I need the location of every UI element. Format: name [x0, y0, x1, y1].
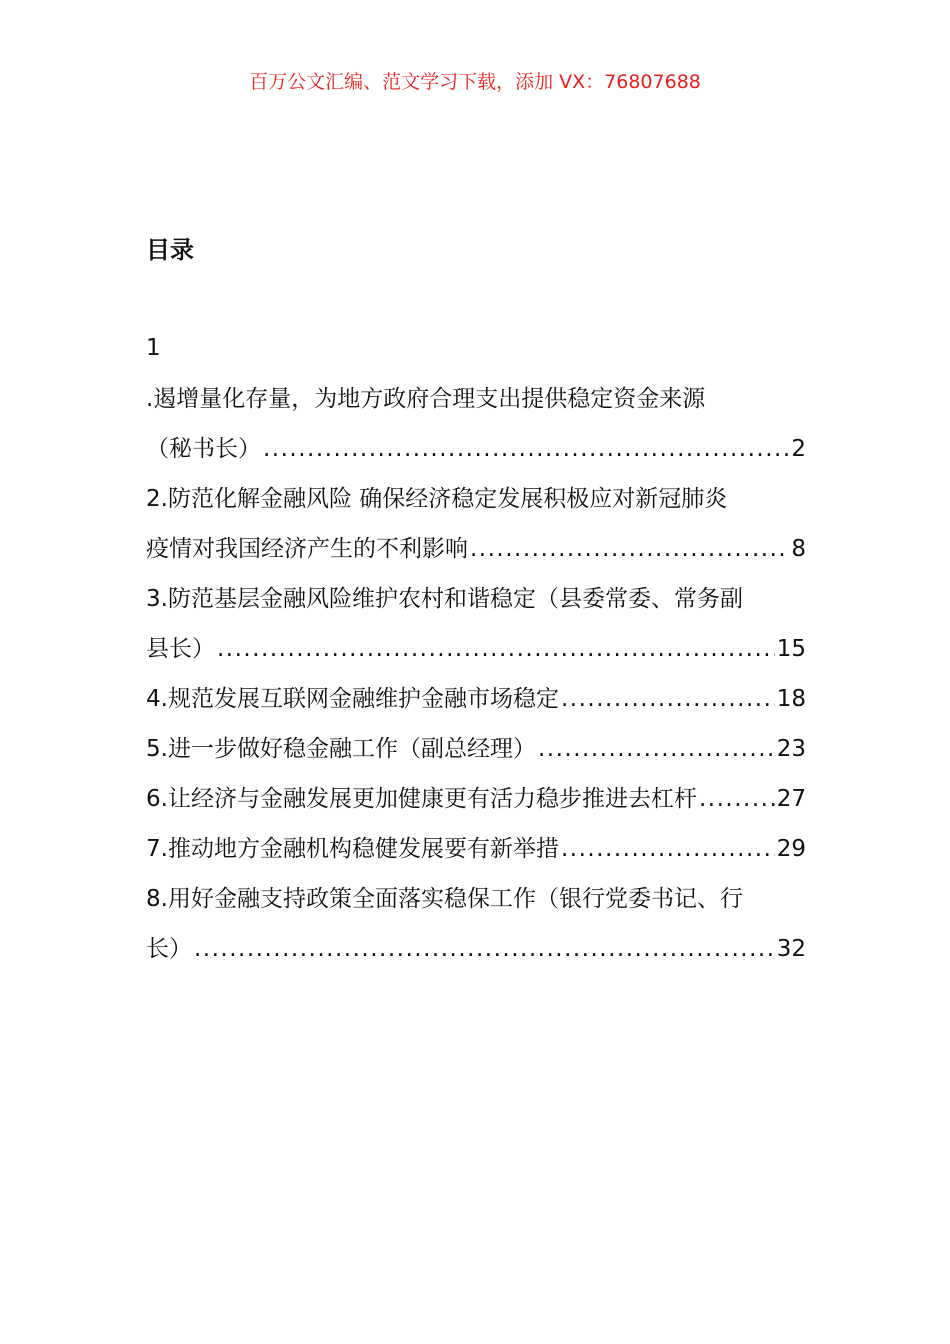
toc-entry-8[interactable]	[146, 931, 806, 967]
toc-page-number: 32	[776, 936, 806, 962]
dot-leader	[470, 531, 789, 567]
dot-leader	[561, 831, 775, 867]
dot-leader	[699, 781, 775, 817]
toc-page-number: 8	[791, 536, 806, 562]
toc-entry-7[interactable]	[146, 831, 806, 867]
toc-entry-1[interactable]	[146, 431, 806, 467]
toc-entry-1-line-2: .遏增量化存量，为地方政府合理支出提供稳定资金来源	[146, 386, 706, 412]
toc-entry-8-line-1: 8.用好金融支持政策全面落实稳保工作（银行党委书记、行	[146, 886, 743, 912]
toc-entry-text: 疫情对我国经济产生的不利影响	[146, 536, 468, 562]
toc-entry-5[interactable]	[146, 731, 806, 767]
toc-entry-3-line-1: 3.防范基层金融风险维护农村和谐稳定（县委常委、常务副	[146, 586, 743, 612]
toc-page-number: 27	[776, 786, 806, 812]
toc-entry-text: 7.推动地方金融机构稳健发展要有新举措	[146, 836, 559, 862]
toc-entry-1-line-1: 1	[146, 335, 161, 361]
toc-entry-2-line-1: 2.防范化解金融风险 确保经济稳定发展积极应对新冠肺炎	[146, 486, 728, 512]
toc-page-number: 18	[776, 686, 806, 712]
toc-entry-4[interactable]	[146, 681, 806, 717]
toc-entry-3[interactable]	[146, 631, 806, 667]
dot-leader	[263, 431, 789, 467]
toc-page-number: 15	[776, 636, 806, 662]
toc-entry-text: （秘书长）	[146, 436, 261, 462]
toc-entry-2[interactable]	[146, 531, 806, 567]
dot-leader	[561, 681, 775, 717]
toc-entry-text: 县长）	[146, 636, 215, 662]
toc-entry-6[interactable]	[146, 781, 806, 817]
toc-entry-text: 4.规范发展互联网金融维护金融市场稳定	[146, 686, 559, 712]
toc-page-number: 29	[776, 836, 806, 862]
dot-leader	[217, 631, 775, 667]
watermark-header: 百万公文汇编、范文学习下载，添加 VX：76807688	[249, 71, 701, 93]
toc-title: 目录	[146, 236, 194, 264]
toc-page-number: 2	[791, 436, 806, 462]
toc-entry-text: 5.进一步做好稳金融工作（副总经理）	[146, 736, 536, 762]
dot-leader	[538, 731, 775, 767]
toc-entry-text: 6.让经济与金融发展更加健康更有活力稳步推进去杠杆	[146, 786, 697, 812]
toc-page-number: 23	[776, 736, 806, 762]
toc-entry-text: 长）	[146, 936, 192, 962]
dot-leader	[194, 931, 775, 967]
